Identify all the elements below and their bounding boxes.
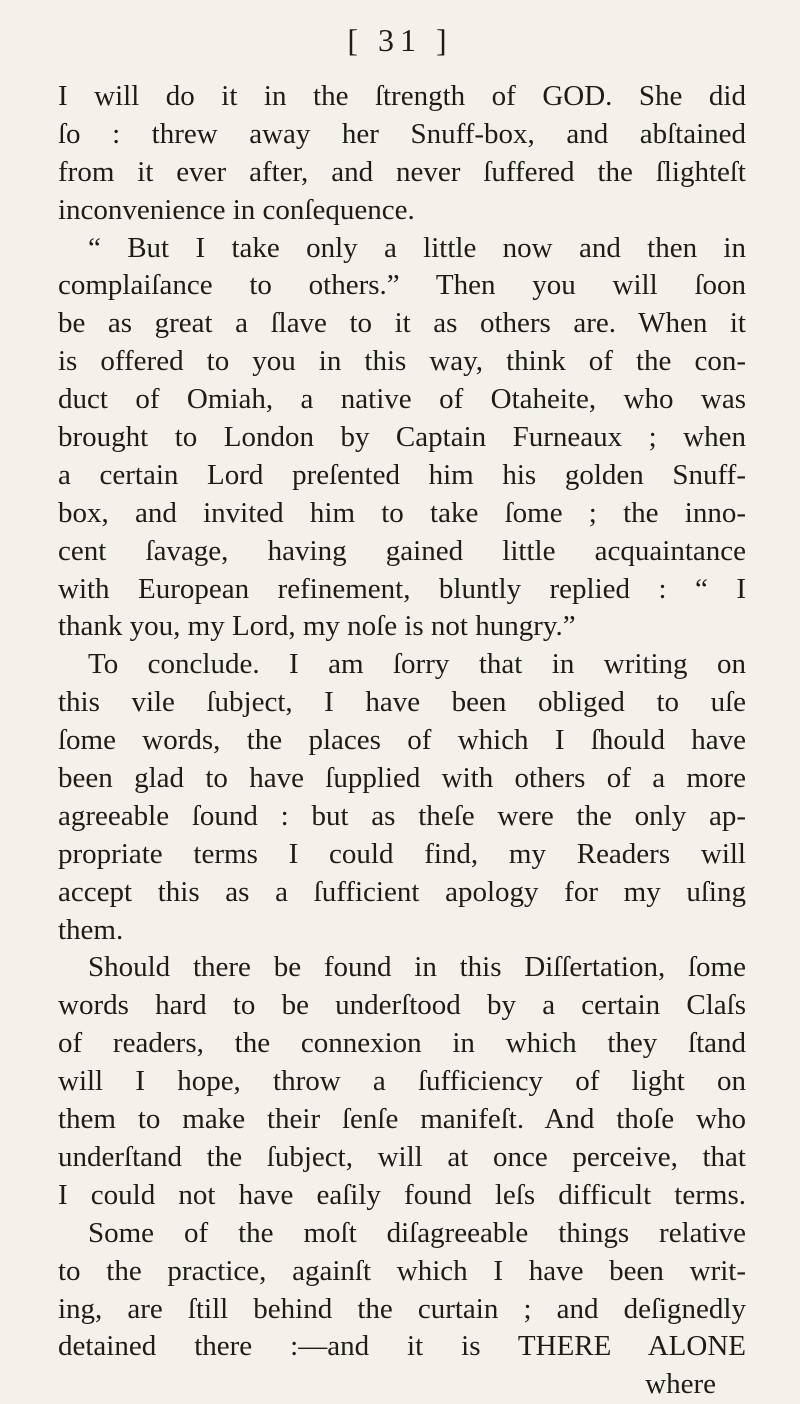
text-line: “ But I take only a little now and then in (88, 231, 746, 264)
page-number-header: [ 31 ] (347, 22, 453, 58)
text-line: this vile ſubject, I have been obliged to uſe (58, 686, 746, 719)
text-line: words hard to be underſtood by a certain Claſs (58, 989, 746, 1022)
page-body-text (58, 78, 746, 1404)
text-line: from it ever after, and never ſuffered the ſlighteſt (58, 155, 746, 188)
text-line: duct of Omiah, a native of Otaheite, who was (58, 383, 746, 416)
text-line: is offered to you in this way, think of the con- (58, 345, 746, 378)
text-line: box, and invited him to take ſome ; the inno- (58, 496, 746, 529)
text-line: underſtand the ſubject, will at once perceive, that (58, 1140, 746, 1173)
text-line: brought to London by Captain Furneaux ; when (58, 421, 746, 454)
text-line: To conclude. I am ſorry that in writing on (88, 648, 746, 681)
text-line: a certain Lord preſented him his golden Snuff- (58, 458, 746, 491)
catchword: where (645, 1368, 716, 1401)
text-line: Some of the moſt diſagreeable things relative (88, 1216, 746, 1249)
text-line: inconvenience in conſequence. (58, 193, 415, 226)
text-line: propriate terms I could find, my Readers will (58, 837, 746, 870)
text-line: Should there be found in this Diſſertation, ſome (88, 951, 746, 984)
text-line: them to make their ſenſe manifeſt. And thoſe who (58, 1103, 746, 1136)
text-line: with European refinement, bluntly replied : “ I (58, 572, 746, 605)
text-line: of readers, the connexion in which they ſtand (58, 1027, 746, 1060)
text-line: thank you, my Lord, my noſe is not hungry.” (58, 610, 576, 643)
text-line: accept this as a ſufficient apology for my uſing (58, 875, 746, 908)
text-line: complaiſance to others.” Then you will ſoon (58, 269, 746, 302)
text-line: to the practice, againſt which I have been writ- (58, 1254, 746, 1287)
text-line: be as great a ſlave to it as others are. When it (58, 307, 746, 340)
text-line: detained there :—and it is THERE ALONE (58, 1330, 746, 1363)
text-line: ing, are ſtill behind the curtain ; and deſignedly (58, 1292, 746, 1325)
text-line: them. (58, 913, 124, 946)
text-line: been glad to have ſupplied with others of a more (58, 762, 746, 795)
text-line: will I hope, throw a ſufficiency of light on (58, 1065, 746, 1098)
text-line: ſome words, the places of which I ſhould have (58, 724, 746, 757)
text-line: agreeable ſound : but as theſe were the only ap- (58, 799, 746, 832)
text-line: ſo : threw away her Snuff-box, and abſtained (58, 117, 746, 150)
text-line: cent ſavage, having gained little acquaintance (58, 534, 746, 567)
text-line: I could not have eaſily found leſs difficult terms. (58, 1178, 746, 1211)
text-line: I will do it in the ſtrength of GOD. She did (58, 80, 746, 112)
